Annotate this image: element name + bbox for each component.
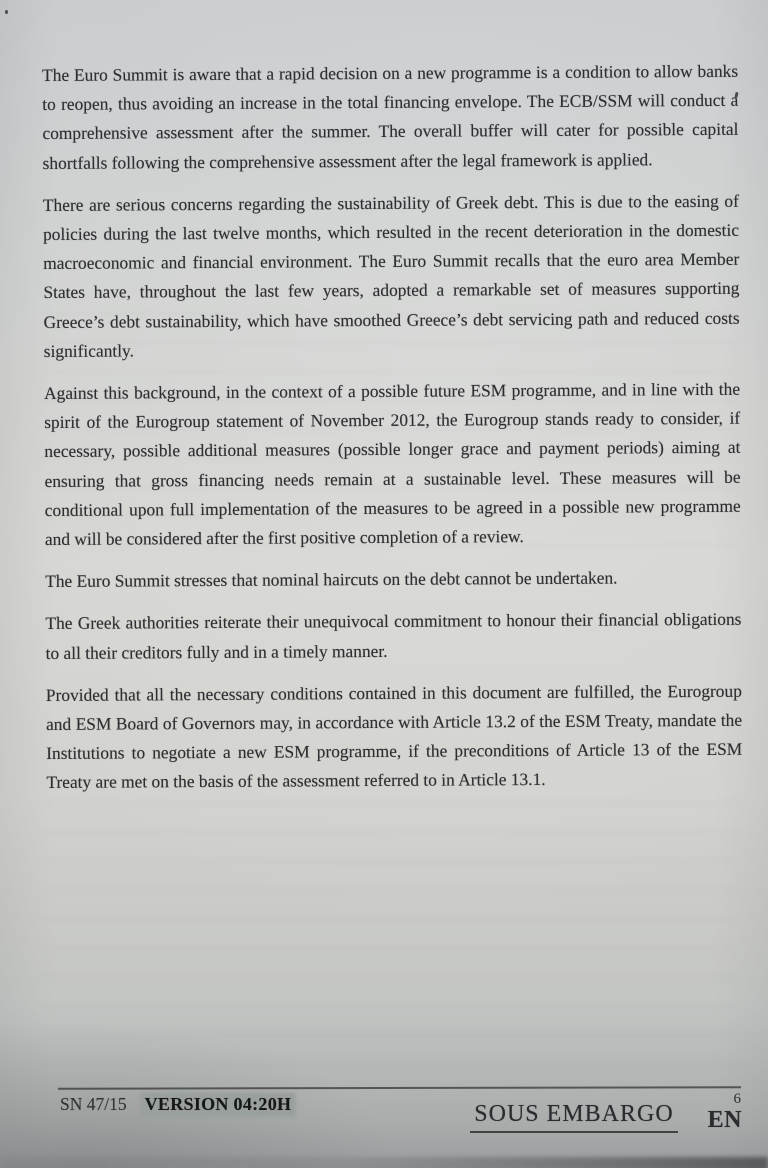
paragraph-treaty-mandate: Provided that all the necessary conditions contained in this document are fulfilled, the Eurogroup and ESM Board of Governors may, in accordance with Article 13.2 of the ESM Treaty, mandate the Institutions to negotiate a new ESM programme, if the preconditions of Article 13 of the ESM Treaty are met on the basis of the assessment referred to in Article 13.1. [45, 680, 743, 793]
document-body-text [42, 57, 743, 811]
embargo-stamp: SOUS EMBARGO [470, 1101, 677, 1133]
dust-speck [5, 10, 8, 14]
paragraph-greek-commitment: The Greek authorities reiterate their unequivocal commitment to honour their financial obligations to all their creditors fully and in a timely manner. [45, 609, 742, 663]
footer-document-reference [60, 1094, 294, 1115]
page-edge-shadow [0, 1157, 768, 1168]
paragraph-bank-assessment: The Euro Summit is aware that a rapid decision on a new programme is a condition to allow banks to reopen, thus avoiding an increase in the total financing envelope. The ECB/SSM will conduct a comprehensive assessment after the summer. The overall buffer will cater for possible capital shortfalls following the comprehensive assessment after the legal framework is applied. [42, 60, 739, 173]
page-bleedthrough-texture [42, 800, 738, 1080]
footer-divider-line [58, 1086, 741, 1089]
language-code: EN [707, 1107, 742, 1133]
footer-embargo-block [470, 1092, 742, 1133]
paragraph-debt-concerns: There are serious concerns regarding the sustainability of Greek debt. This is due to the easing of policies during the last twelve months, which resulted in the recent deterioration in the domestic macroeconomic and financial environment. The Euro Summit recalls that the euro area Member States have, throughout the last few years, adopted a remarkable set of measures supporting Greece’s debt sustainability, which have smoothed Greece’s debt servicing path and reduced costs significantly. [42, 190, 740, 361]
document-reference-number: SN 47/15 [60, 1094, 127, 1114]
page-number: 6 [733, 1091, 741, 1107]
version-stamp-highlighted: VERSION 04:20H [142, 1094, 295, 1115]
page-language-block [708, 1092, 742, 1133]
paragraph-no-haircuts: The Euro Summit stresses that nominal haircuts on the debt cannot be undertaken. [45, 567, 618, 592]
paragraph-esm-measures: Against this background, in the context of a possible future ESM programme, and in line with the spirit of the Eurogroup statement of November 2012, the Eurogroup stands ready to consider, if necessary, possible additional measures (possible longer grace and payment periods) aiming at ensuring that gross financing needs remain at a sustainable level. These measures will be conditional upon full implementation of the measures to be agreed in a possible new programme and will be considered after the first positive completion of a review. [43, 378, 741, 550]
